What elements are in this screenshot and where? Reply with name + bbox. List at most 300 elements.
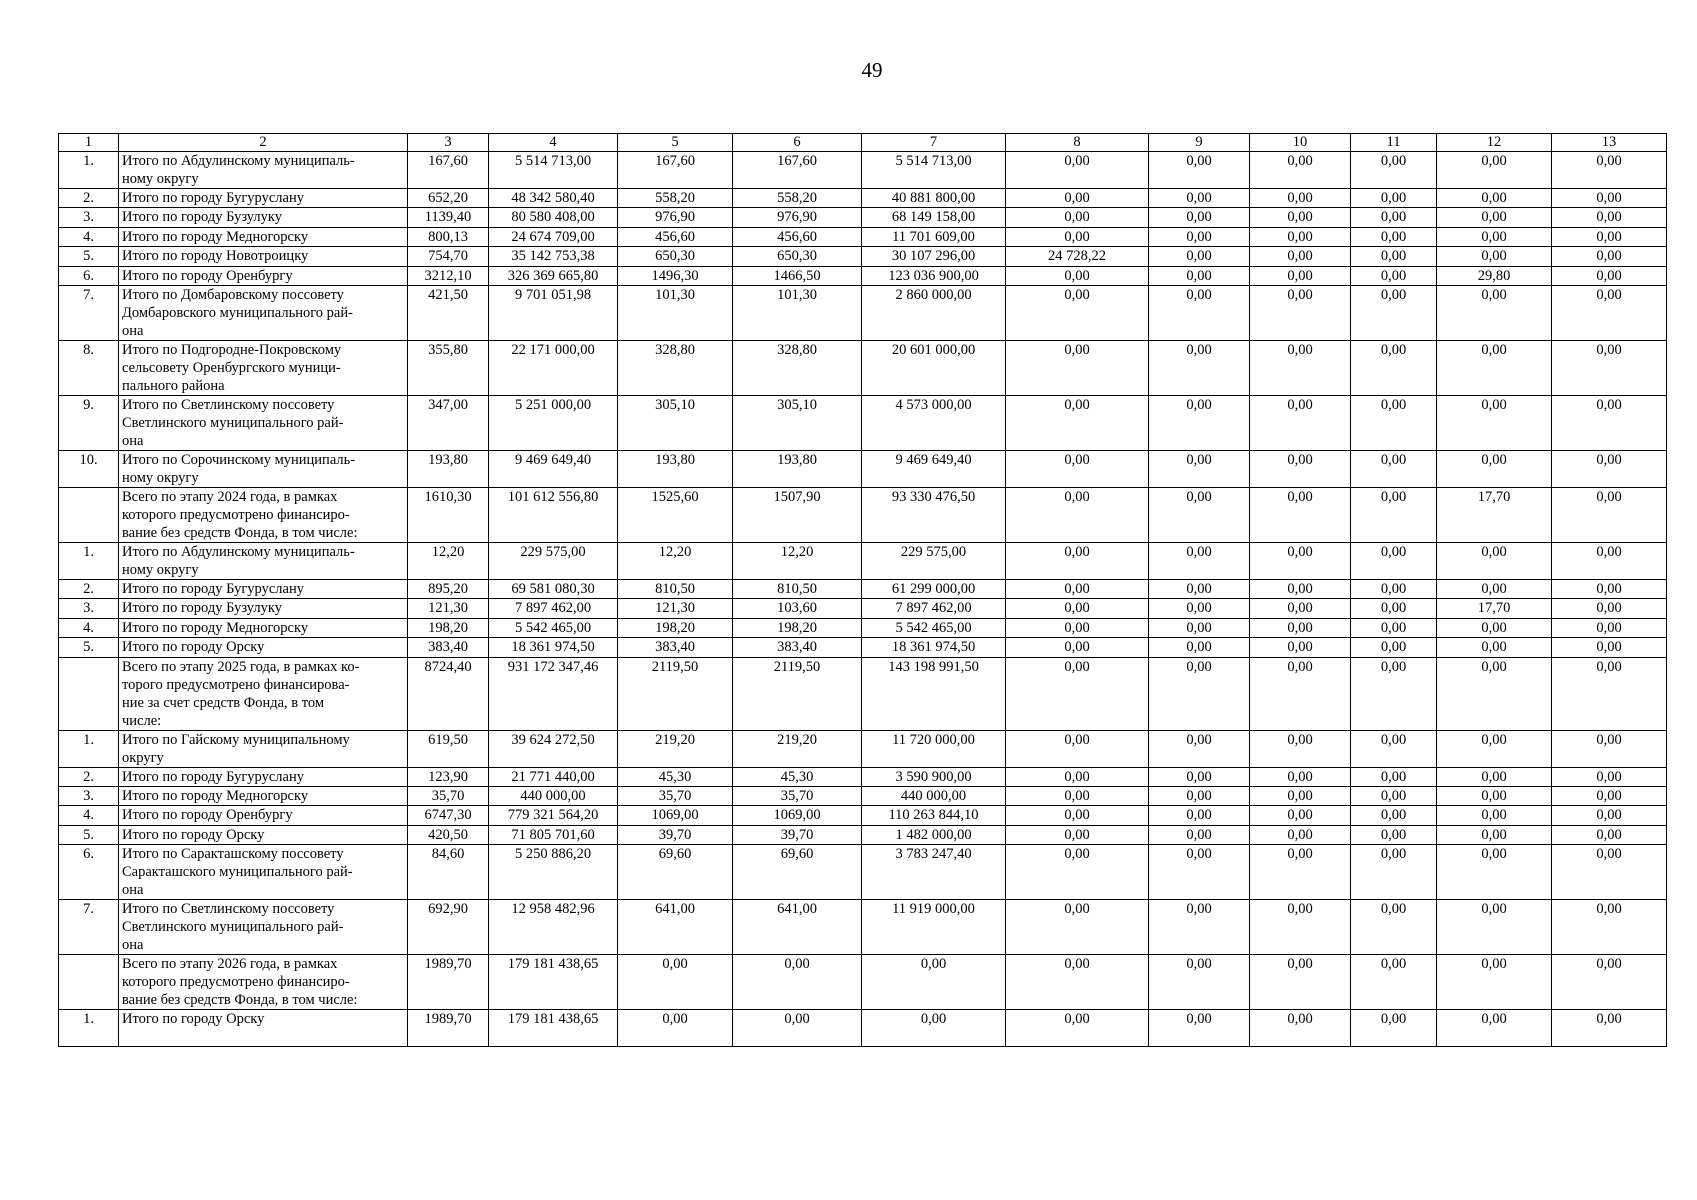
value-cell-col-11: 0,00: [1351, 845, 1437, 900]
value-cell-col-3: 6747,30: [408, 806, 489, 825]
value-cell-col-12: 0,00: [1437, 845, 1552, 900]
value-cell-col-13: 0,00: [1552, 730, 1667, 767]
value-cell-col-13: 0,00: [1552, 599, 1667, 618]
value-cell-col-8: 0,00: [1006, 285, 1149, 340]
value-cell-col-12: 0,00: [1437, 395, 1552, 450]
row-name-cell: Итого по Домбаровскому поссовету Домбаровского муниципального рай- она: [119, 285, 408, 340]
value-cell-col-10: 0,00: [1250, 395, 1351, 450]
value-cell-col-3: 420,50: [408, 825, 489, 844]
value-cell-col-10: 0,00: [1250, 542, 1351, 579]
value-cell-col-7: 123 036 900,00: [862, 266, 1006, 285]
value-cell-col-11: 0,00: [1351, 730, 1437, 767]
value-cell-col-9: 0,00: [1149, 767, 1250, 786]
row-number-cell: 5.: [59, 825, 119, 844]
value-cell-col-5: 328,80: [618, 340, 733, 395]
value-cell-col-8: 0,00: [1006, 542, 1149, 579]
value-cell-col-12: 0,00: [1437, 542, 1552, 579]
value-cell-col-4: 35 142 753,38: [489, 247, 618, 266]
value-cell-col-9: 0,00: [1149, 395, 1250, 450]
row-name-cell: Всего по этапу 2024 года, в рамках которого предусмотрено финансиро- вание без средств Фонда, в том числе:: [119, 487, 408, 542]
table-body: [59, 152, 1667, 1047]
value-cell-col-5: 121,30: [618, 599, 733, 618]
value-cell-col-12: 0,00: [1437, 657, 1552, 730]
value-cell-col-7: 1 482 000,00: [862, 825, 1006, 844]
column-header-5: 5: [618, 134, 733, 152]
value-cell-col-13: 0,00: [1552, 152, 1667, 189]
value-cell-col-6: 383,40: [733, 638, 862, 657]
value-cell-col-12: 29,80: [1437, 266, 1552, 285]
value-cell-col-12: 0,00: [1437, 825, 1552, 844]
table-row: [59, 825, 1667, 844]
value-cell-col-5: 810,50: [618, 579, 733, 598]
value-cell-col-7: 11 701 609,00: [862, 227, 1006, 246]
value-cell-col-3: 193,80: [408, 450, 489, 487]
value-cell-col-11: 0,00: [1351, 786, 1437, 805]
value-cell-col-5: 976,90: [618, 208, 733, 227]
row-name-cell: Итого по Гайскому муниципальному округу: [119, 730, 408, 767]
value-cell-col-3: 347,00: [408, 395, 489, 450]
table-row: [59, 285, 1667, 340]
table-row: [59, 599, 1667, 618]
row-name-cell: Итого по городу Бугуруслану: [119, 767, 408, 786]
table-row: [59, 786, 1667, 805]
header-row: [59, 134, 1667, 152]
value-cell-col-10: 0,00: [1250, 487, 1351, 542]
value-cell-col-13: 0,00: [1552, 285, 1667, 340]
value-cell-col-11: 0,00: [1351, 208, 1437, 227]
value-cell-col-12: 0,00: [1437, 806, 1552, 825]
value-cell-col-9: 0,00: [1149, 247, 1250, 266]
value-cell-col-13: 0,00: [1552, 767, 1667, 786]
value-cell-col-7: 3 590 900,00: [862, 767, 1006, 786]
value-cell-col-3: 652,20: [408, 189, 489, 208]
value-cell-col-5: 650,30: [618, 247, 733, 266]
value-cell-col-5: 305,10: [618, 395, 733, 450]
value-cell-col-10: 0,00: [1250, 1010, 1351, 1047]
value-cell-col-9: 0,00: [1149, 638, 1250, 657]
value-cell-col-6: 1466,50: [733, 266, 862, 285]
value-cell-col-10: 0,00: [1250, 955, 1351, 1010]
value-cell-col-9: 0,00: [1149, 618, 1250, 637]
value-cell-col-9: 0,00: [1149, 450, 1250, 487]
value-cell-col-4: 39 624 272,50: [489, 730, 618, 767]
value-cell-col-8: 0,00: [1006, 955, 1149, 1010]
row-number-cell: 3.: [59, 786, 119, 805]
row-number-cell: 6.: [59, 845, 119, 900]
value-cell-col-9: 0,00: [1149, 955, 1250, 1010]
table-row: [59, 542, 1667, 579]
value-cell-col-7: 40 881 800,00: [862, 189, 1006, 208]
value-cell-col-3: 383,40: [408, 638, 489, 657]
row-number-cell: 1.: [59, 1010, 119, 1047]
value-cell-col-9: 0,00: [1149, 845, 1250, 900]
row-name-cell: Итого по Абдулинскому муниципаль- ному округу: [119, 542, 408, 579]
value-cell-col-13: 0,00: [1552, 955, 1667, 1010]
value-cell-col-5: 383,40: [618, 638, 733, 657]
column-header-3: 3: [408, 134, 489, 152]
value-cell-col-7: 143 198 991,50: [862, 657, 1006, 730]
value-cell-col-7: 11 720 000,00: [862, 730, 1006, 767]
table-row: [59, 730, 1667, 767]
row-number-cell: 2.: [59, 767, 119, 786]
value-cell-col-8: 0,00: [1006, 730, 1149, 767]
row-name-cell: Итого по городу Бузулуку: [119, 208, 408, 227]
value-cell-col-12: 0,00: [1437, 786, 1552, 805]
row-number-cell: 1.: [59, 152, 119, 189]
value-cell-col-3: 754,70: [408, 247, 489, 266]
value-cell-col-10: 0,00: [1250, 152, 1351, 189]
value-cell-col-5: 12,20: [618, 542, 733, 579]
value-cell-col-11: 0,00: [1351, 599, 1437, 618]
row-number-cell: 4.: [59, 618, 119, 637]
value-cell-col-12: 17,70: [1437, 599, 1552, 618]
row-name-cell: Всего по этапу 2025 года, в рамках ко- торого предусмотрено финансирова- ние за счет средств Фонда, в том числе:: [119, 657, 408, 730]
value-cell-col-4: 179 181 438,65: [489, 955, 618, 1010]
value-cell-col-9: 0,00: [1149, 579, 1250, 598]
value-cell-col-7: 7 897 462,00: [862, 599, 1006, 618]
row-number-cell: 5.: [59, 247, 119, 266]
value-cell-col-8: 0,00: [1006, 900, 1149, 955]
value-cell-col-4: 22 171 000,00: [489, 340, 618, 395]
value-cell-col-13: 0,00: [1552, 208, 1667, 227]
value-cell-col-3: 198,20: [408, 618, 489, 637]
value-cell-col-13: 0,00: [1552, 227, 1667, 246]
value-cell-col-6: 101,30: [733, 285, 862, 340]
value-cell-col-4: 21 771 440,00: [489, 767, 618, 786]
value-cell-col-7: 68 149 158,00: [862, 208, 1006, 227]
row-number-cell: 7.: [59, 285, 119, 340]
value-cell-col-8: 0,00: [1006, 340, 1149, 395]
value-cell-col-12: 0,00: [1437, 450, 1552, 487]
row-number-cell: 3.: [59, 599, 119, 618]
value-cell-col-12: 0,00: [1437, 638, 1552, 657]
value-cell-col-13: 0,00: [1552, 266, 1667, 285]
column-header-8: 8: [1006, 134, 1149, 152]
value-cell-col-4: 9 701 051,98: [489, 285, 618, 340]
value-cell-col-10: 0,00: [1250, 247, 1351, 266]
value-cell-col-12: 0,00: [1437, 152, 1552, 189]
value-cell-col-7: 3 783 247,40: [862, 845, 1006, 900]
value-cell-col-3: 1989,70: [408, 1010, 489, 1047]
value-cell-col-10: 0,00: [1250, 767, 1351, 786]
value-cell-col-13: 0,00: [1552, 786, 1667, 805]
value-cell-col-13: 0,00: [1552, 542, 1667, 579]
column-header-11: 11: [1351, 134, 1437, 152]
table-row: [59, 208, 1667, 227]
value-cell-col-7: 0,00: [862, 955, 1006, 1010]
value-cell-col-7: 110 263 844,10: [862, 806, 1006, 825]
value-cell-col-8: 0,00: [1006, 450, 1149, 487]
value-cell-col-6: 1069,00: [733, 806, 862, 825]
value-cell-col-8: 0,00: [1006, 618, 1149, 637]
value-cell-col-5: 1525,60: [618, 487, 733, 542]
value-cell-col-11: 0,00: [1351, 638, 1437, 657]
value-cell-col-13: 0,00: [1552, 845, 1667, 900]
value-cell-col-13: 0,00: [1552, 1010, 1667, 1047]
value-cell-col-12: 0,00: [1437, 189, 1552, 208]
row-name-cell: Итого по Сорочинскому муниципаль- ному округу: [119, 450, 408, 487]
value-cell-col-11: 0,00: [1351, 247, 1437, 266]
value-cell-col-11: 0,00: [1351, 395, 1437, 450]
value-cell-col-13: 0,00: [1552, 487, 1667, 542]
value-cell-col-4: 24 674 709,00: [489, 227, 618, 246]
table-row: [59, 845, 1667, 900]
value-cell-col-11: 0,00: [1351, 542, 1437, 579]
value-cell-col-9: 0,00: [1149, 285, 1250, 340]
value-cell-col-6: 35,70: [733, 786, 862, 805]
table-row: [59, 767, 1667, 786]
value-cell-col-3: 355,80: [408, 340, 489, 395]
value-cell-col-12: 0,00: [1437, 1010, 1552, 1047]
value-cell-col-9: 0,00: [1149, 599, 1250, 618]
row-number-cell: 10.: [59, 450, 119, 487]
value-cell-col-4: 9 469 649,40: [489, 450, 618, 487]
row-name-cell: Всего по этапу 2026 года, в рамках которого предусмотрено финансиро- вание без средств Фонда, в том числе:: [119, 955, 408, 1010]
value-cell-col-3: 3212,10: [408, 266, 489, 285]
row-name-cell: Итого по городу Орску: [119, 638, 408, 657]
value-cell-col-11: 0,00: [1351, 806, 1437, 825]
column-header-10: 10: [1250, 134, 1351, 152]
value-cell-col-9: 0,00: [1149, 825, 1250, 844]
value-cell-col-6: 810,50: [733, 579, 862, 598]
value-cell-col-9: 0,00: [1149, 208, 1250, 227]
value-cell-col-12: 0,00: [1437, 227, 1552, 246]
row-name-cell: Итого по городу Орску: [119, 1010, 408, 1047]
value-cell-col-10: 0,00: [1250, 618, 1351, 637]
value-cell-col-4: 931 172 347,46: [489, 657, 618, 730]
value-cell-col-6: 650,30: [733, 247, 862, 266]
value-cell-col-8: 0,00: [1006, 487, 1149, 542]
value-cell-col-5: 558,20: [618, 189, 733, 208]
value-cell-col-8: 0,00: [1006, 657, 1149, 730]
value-cell-col-9: 0,00: [1149, 900, 1250, 955]
row-name-cell: Итого по городу Медногорску: [119, 618, 408, 637]
value-cell-col-9: 0,00: [1149, 189, 1250, 208]
value-cell-col-13: 0,00: [1552, 657, 1667, 730]
value-cell-col-6: 198,20: [733, 618, 862, 637]
table-row: [59, 487, 1667, 542]
value-cell-col-9: 0,00: [1149, 152, 1250, 189]
row-number-cell: 2.: [59, 189, 119, 208]
value-cell-col-8: 0,00: [1006, 227, 1149, 246]
value-cell-col-13: 0,00: [1552, 825, 1667, 844]
value-cell-col-6: 0,00: [733, 1010, 862, 1047]
value-cell-col-12: 0,00: [1437, 247, 1552, 266]
value-cell-col-4: 101 612 556,80: [489, 487, 618, 542]
value-cell-col-10: 0,00: [1250, 638, 1351, 657]
value-cell-col-8: 0,00: [1006, 845, 1149, 900]
value-cell-col-6: 305,10: [733, 395, 862, 450]
row-number-cell: 2.: [59, 579, 119, 598]
value-cell-col-4: 7 897 462,00: [489, 599, 618, 618]
value-cell-col-5: 193,80: [618, 450, 733, 487]
value-cell-col-5: 69,60: [618, 845, 733, 900]
row-number-cell: [59, 955, 119, 1010]
value-cell-col-4: 440 000,00: [489, 786, 618, 805]
value-cell-col-9: 0,00: [1149, 730, 1250, 767]
value-cell-col-7: 30 107 296,00: [862, 247, 1006, 266]
value-cell-col-8: 0,00: [1006, 266, 1149, 285]
row-name-cell: Итого по городу Оренбургу: [119, 266, 408, 285]
value-cell-col-5: 0,00: [618, 1010, 733, 1047]
table-row: [59, 247, 1667, 266]
value-cell-col-6: 219,20: [733, 730, 862, 767]
value-cell-col-6: 558,20: [733, 189, 862, 208]
column-header-7: 7: [862, 134, 1006, 152]
value-cell-col-10: 0,00: [1250, 227, 1351, 246]
value-cell-col-3: 121,30: [408, 599, 489, 618]
value-cell-col-11: 0,00: [1351, 266, 1437, 285]
value-cell-col-9: 0,00: [1149, 786, 1250, 805]
row-name-cell: Итого по городу Медногорску: [119, 786, 408, 805]
value-cell-col-12: 17,70: [1437, 487, 1552, 542]
value-cell-col-13: 0,00: [1552, 618, 1667, 637]
value-cell-col-4: 71 805 701,60: [489, 825, 618, 844]
value-cell-col-5: 39,70: [618, 825, 733, 844]
value-cell-col-7: 61 299 000,00: [862, 579, 1006, 598]
value-cell-col-12: 0,00: [1437, 618, 1552, 637]
row-name-cell: Итого по Светлинскому поссовету Светлинского муниципального рай- она: [119, 900, 408, 955]
row-name-cell: Итого по Подгородне-Покровскому сельсовету Оренбургского муници- пального района: [119, 340, 408, 395]
value-cell-col-8: 0,00: [1006, 579, 1149, 598]
value-cell-col-5: 1496,30: [618, 266, 733, 285]
value-cell-col-11: 0,00: [1351, 189, 1437, 208]
value-cell-col-10: 0,00: [1250, 730, 1351, 767]
value-cell-col-6: 1507,90: [733, 487, 862, 542]
value-cell-col-5: 1069,00: [618, 806, 733, 825]
value-cell-col-4: 5 250 886,20: [489, 845, 618, 900]
table-row: [59, 227, 1667, 246]
value-cell-col-6: 2119,50: [733, 657, 862, 730]
value-cell-col-8: 24 728,22: [1006, 247, 1149, 266]
column-header-6: 6: [733, 134, 862, 152]
value-cell-col-6: 193,80: [733, 450, 862, 487]
value-cell-col-10: 0,00: [1250, 450, 1351, 487]
value-cell-col-5: 0,00: [618, 955, 733, 1010]
column-header-4: 4: [489, 134, 618, 152]
value-cell-col-7: 229 575,00: [862, 542, 1006, 579]
value-cell-col-3: 123,90: [408, 767, 489, 786]
value-cell-col-10: 0,00: [1250, 340, 1351, 395]
table-row: [59, 955, 1667, 1010]
row-number-cell: 9.: [59, 395, 119, 450]
value-cell-col-7: 93 330 476,50: [862, 487, 1006, 542]
value-cell-col-3: 619,50: [408, 730, 489, 767]
value-cell-col-13: 0,00: [1552, 638, 1667, 657]
value-cell-col-5: 35,70: [618, 786, 733, 805]
row-name-cell: Итого по городу Орску: [119, 825, 408, 844]
value-cell-col-3: 800,13: [408, 227, 489, 246]
value-cell-col-7: 440 000,00: [862, 786, 1006, 805]
table-row: [59, 638, 1667, 657]
value-cell-col-12: 0,00: [1437, 730, 1552, 767]
value-cell-col-7: 11 919 000,00: [862, 900, 1006, 955]
value-cell-col-6: 328,80: [733, 340, 862, 395]
table-row: [59, 618, 1667, 637]
table-row: [59, 152, 1667, 189]
value-cell-col-11: 0,00: [1351, 340, 1437, 395]
value-cell-col-12: 0,00: [1437, 900, 1552, 955]
table-row: [59, 579, 1667, 598]
value-cell-col-7: 5 514 713,00: [862, 152, 1006, 189]
value-cell-col-3: 895,20: [408, 579, 489, 598]
value-cell-col-12: 0,00: [1437, 579, 1552, 598]
value-cell-col-6: 45,30: [733, 767, 862, 786]
value-cell-col-3: 167,60: [408, 152, 489, 189]
value-cell-col-12: 0,00: [1437, 208, 1552, 227]
value-cell-col-9: 0,00: [1149, 542, 1250, 579]
value-cell-col-3: 1139,40: [408, 208, 489, 227]
value-cell-col-11: 0,00: [1351, 767, 1437, 786]
column-header-12: 12: [1437, 134, 1552, 152]
value-cell-col-6: 0,00: [733, 955, 862, 1010]
table-row: [59, 806, 1667, 825]
value-cell-col-3: 421,50: [408, 285, 489, 340]
row-name-cell: Итого по городу Медногорску: [119, 227, 408, 246]
value-cell-col-10: 0,00: [1250, 579, 1351, 598]
value-cell-col-5: 456,60: [618, 227, 733, 246]
table-row: [59, 266, 1667, 285]
column-header-13: 13: [1552, 134, 1667, 152]
value-cell-col-13: 0,00: [1552, 806, 1667, 825]
value-cell-col-6: 103,60: [733, 599, 862, 618]
value-cell-col-13: 0,00: [1552, 900, 1667, 955]
row-number-cell: 4.: [59, 806, 119, 825]
row-name-cell: Итого по Абдулинскому муниципаль- ному округу: [119, 152, 408, 189]
value-cell-col-10: 0,00: [1250, 825, 1351, 844]
value-cell-col-4: 779 321 564,20: [489, 806, 618, 825]
value-cell-col-5: 641,00: [618, 900, 733, 955]
value-cell-col-13: 0,00: [1552, 579, 1667, 598]
column-header-2: 2: [119, 134, 408, 152]
value-cell-col-5: 45,30: [618, 767, 733, 786]
value-cell-col-7: 2 860 000,00: [862, 285, 1006, 340]
row-number-cell: 5.: [59, 638, 119, 657]
row-name-cell: Итого по городу Бугуруслану: [119, 189, 408, 208]
value-cell-col-13: 0,00: [1552, 340, 1667, 395]
value-cell-col-9: 0,00: [1149, 1010, 1250, 1047]
value-cell-col-11: 0,00: [1351, 900, 1437, 955]
value-cell-col-10: 0,00: [1250, 599, 1351, 618]
row-number-cell: 4.: [59, 227, 119, 246]
value-cell-col-3: 84,60: [408, 845, 489, 900]
table-row: [59, 1010, 1667, 1047]
value-cell-col-11: 0,00: [1351, 825, 1437, 844]
table-row: [59, 900, 1667, 955]
value-cell-col-9: 0,00: [1149, 657, 1250, 730]
value-cell-col-7: 5 542 465,00: [862, 618, 1006, 637]
value-cell-col-8: 0,00: [1006, 1010, 1149, 1047]
column-header-1: 1: [59, 134, 119, 152]
value-cell-col-3: 12,20: [408, 542, 489, 579]
row-number-cell: 3.: [59, 208, 119, 227]
value-cell-col-4: 326 369 665,80: [489, 266, 618, 285]
row-number-cell: 1.: [59, 730, 119, 767]
value-cell-col-8: 0,00: [1006, 806, 1149, 825]
value-cell-col-8: 0,00: [1006, 395, 1149, 450]
value-cell-col-11: 0,00: [1351, 1010, 1437, 1047]
value-cell-col-13: 0,00: [1552, 247, 1667, 266]
value-cell-col-5: 2119,50: [618, 657, 733, 730]
value-cell-col-10: 0,00: [1250, 285, 1351, 340]
value-cell-col-11: 0,00: [1351, 152, 1437, 189]
data-table: [58, 133, 1667, 1047]
value-cell-col-12: 0,00: [1437, 955, 1552, 1010]
value-cell-col-5: 101,30: [618, 285, 733, 340]
value-cell-col-11: 0,00: [1351, 450, 1437, 487]
value-cell-col-7: 18 361 974,50: [862, 638, 1006, 657]
value-cell-col-6: 456,60: [733, 227, 862, 246]
